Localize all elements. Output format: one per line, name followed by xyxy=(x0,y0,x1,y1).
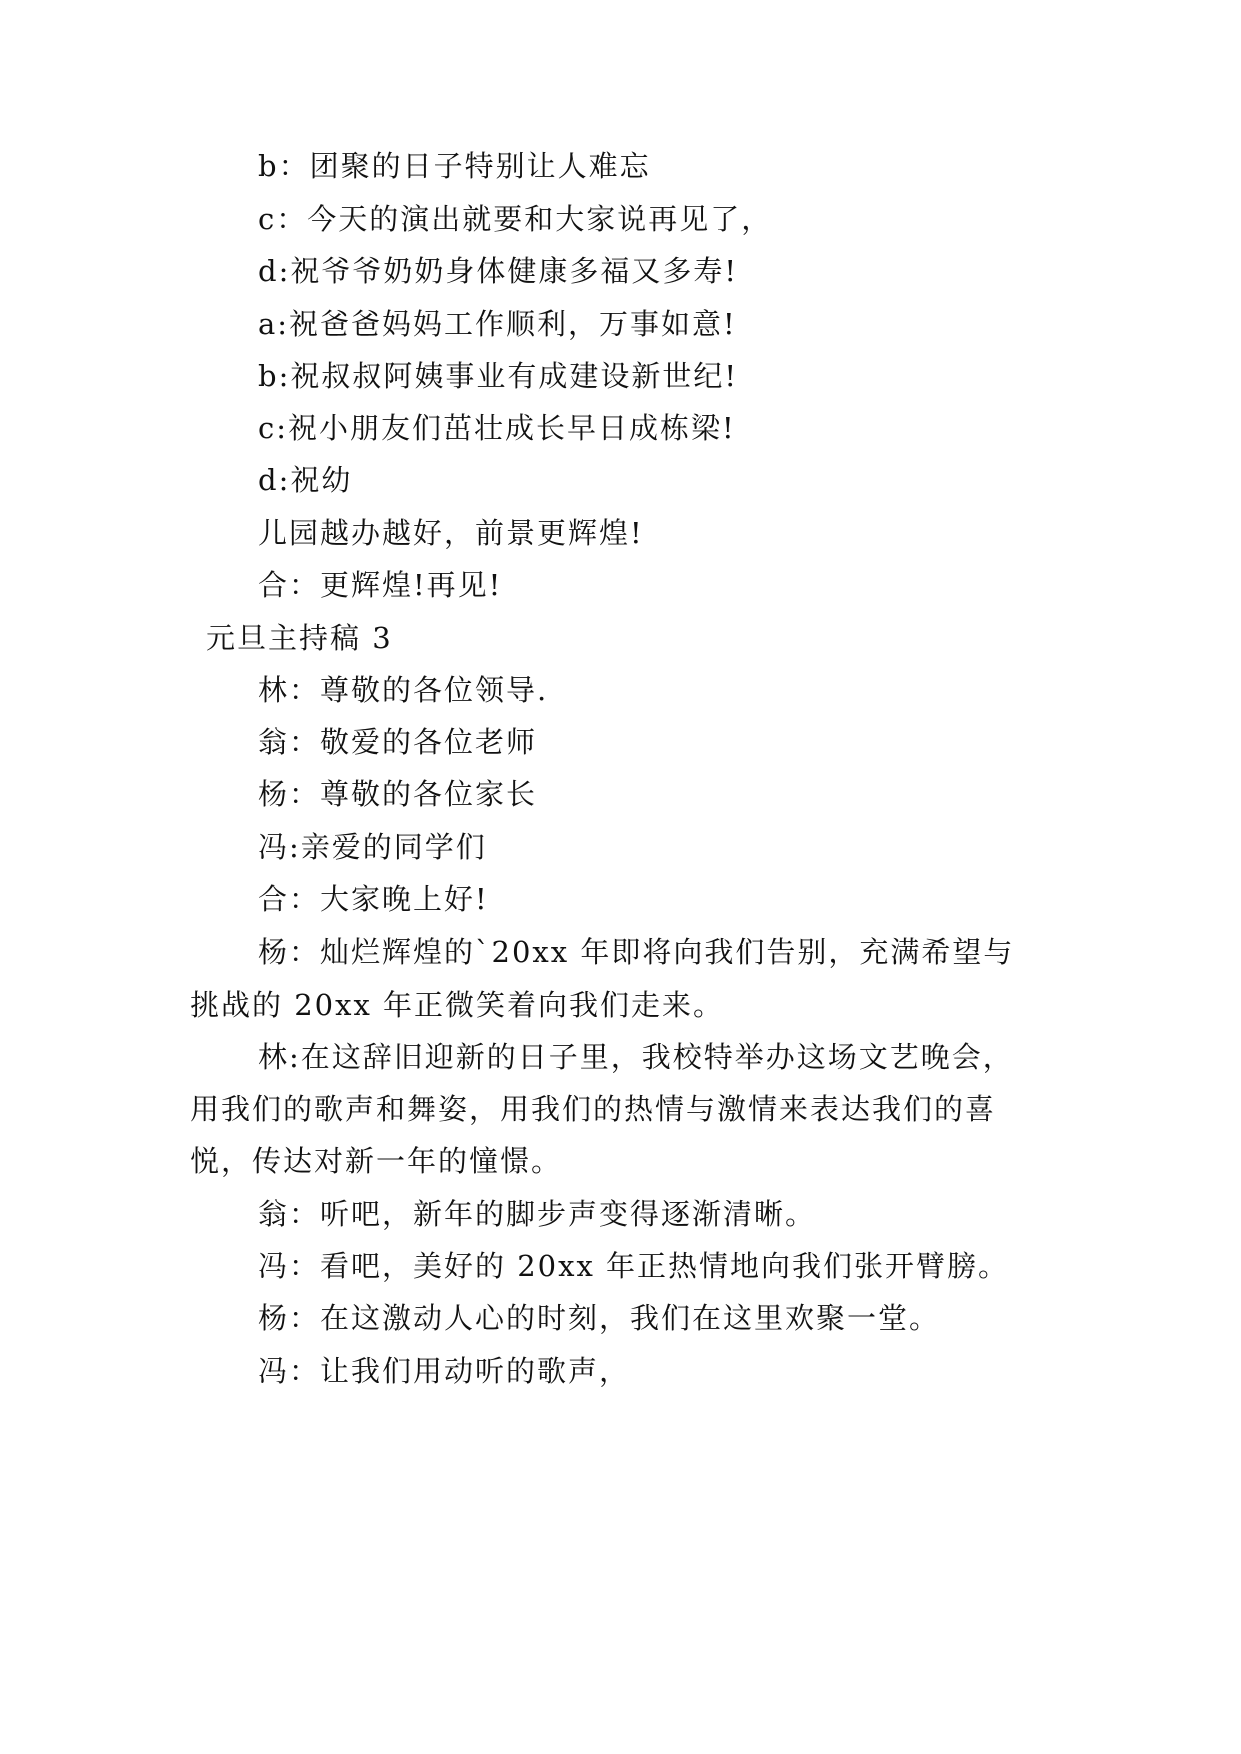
dialogue-line: c：今天的演出就要和大家说再见了， xyxy=(258,202,773,236)
dialogue-line: 翁：听吧，新年的脚步声变得逐渐清晰。 xyxy=(258,1197,817,1231)
dialogue-line: 冯：让我们用动听的歌声， xyxy=(258,1354,631,1388)
dialogue-line-continuation: 悦，传达对新一年的憧憬。 xyxy=(190,1144,563,1178)
dialogue-line: b：团聚的日子特别让人难忘 xyxy=(258,149,651,183)
dialogue-line: 林:在这辞旧迎新的日子里，我校特举办这场文艺晚会， xyxy=(258,1040,1014,1074)
dialogue-line: 杨：尊敬的各位家长 xyxy=(258,777,538,811)
dialogue-line: c:祝小朋友们茁壮成长早日成栋梁! xyxy=(258,411,736,445)
section-title: 元旦主持稿 3 xyxy=(206,621,393,655)
dialogue-line: 林：尊敬的各位领导. xyxy=(258,673,549,707)
dialogue-line: b:祝叔叔阿姨事业有成建设新世纪! xyxy=(258,359,738,393)
dialogue-line: 杨：在这激动人心的时刻，我们在这里欢聚一堂。 xyxy=(258,1301,941,1335)
dialogue-line: 合：更辉煌!再见! xyxy=(258,568,503,602)
dialogue-line: 儿园越办越好，前景更辉煌! xyxy=(258,516,644,550)
dialogue-line: 冯:亲爱的同学们 xyxy=(258,830,487,864)
dialogue-line-continuation: 用我们的歌声和舞姿，用我们的热情与激情来表达我们的喜 xyxy=(190,1092,997,1126)
dialogue-line: 合：大家晚上好! xyxy=(258,882,489,916)
dialogue-line: d:祝幼 xyxy=(258,463,353,497)
dialogue-line: 翁：敬爱的各位老师 xyxy=(258,725,538,759)
dialogue-line: a:祝爸爸妈妈工作顺利，万事如意! xyxy=(258,307,737,341)
dialogue-line: 冯：看吧，美好的 20xx 年正热情地向我们张开臂膀。 xyxy=(258,1249,1010,1283)
dialogue-line: d:祝爷爷奶奶身体健康多福又多寿! xyxy=(258,254,738,288)
dialogue-line-continuation: 挑战的 20xx 年正微笑着向我们走来。 xyxy=(190,988,725,1022)
dialogue-line: 杨：灿烂辉煌的`20xx 年即将向我们告别，充满希望与 xyxy=(258,935,1015,969)
